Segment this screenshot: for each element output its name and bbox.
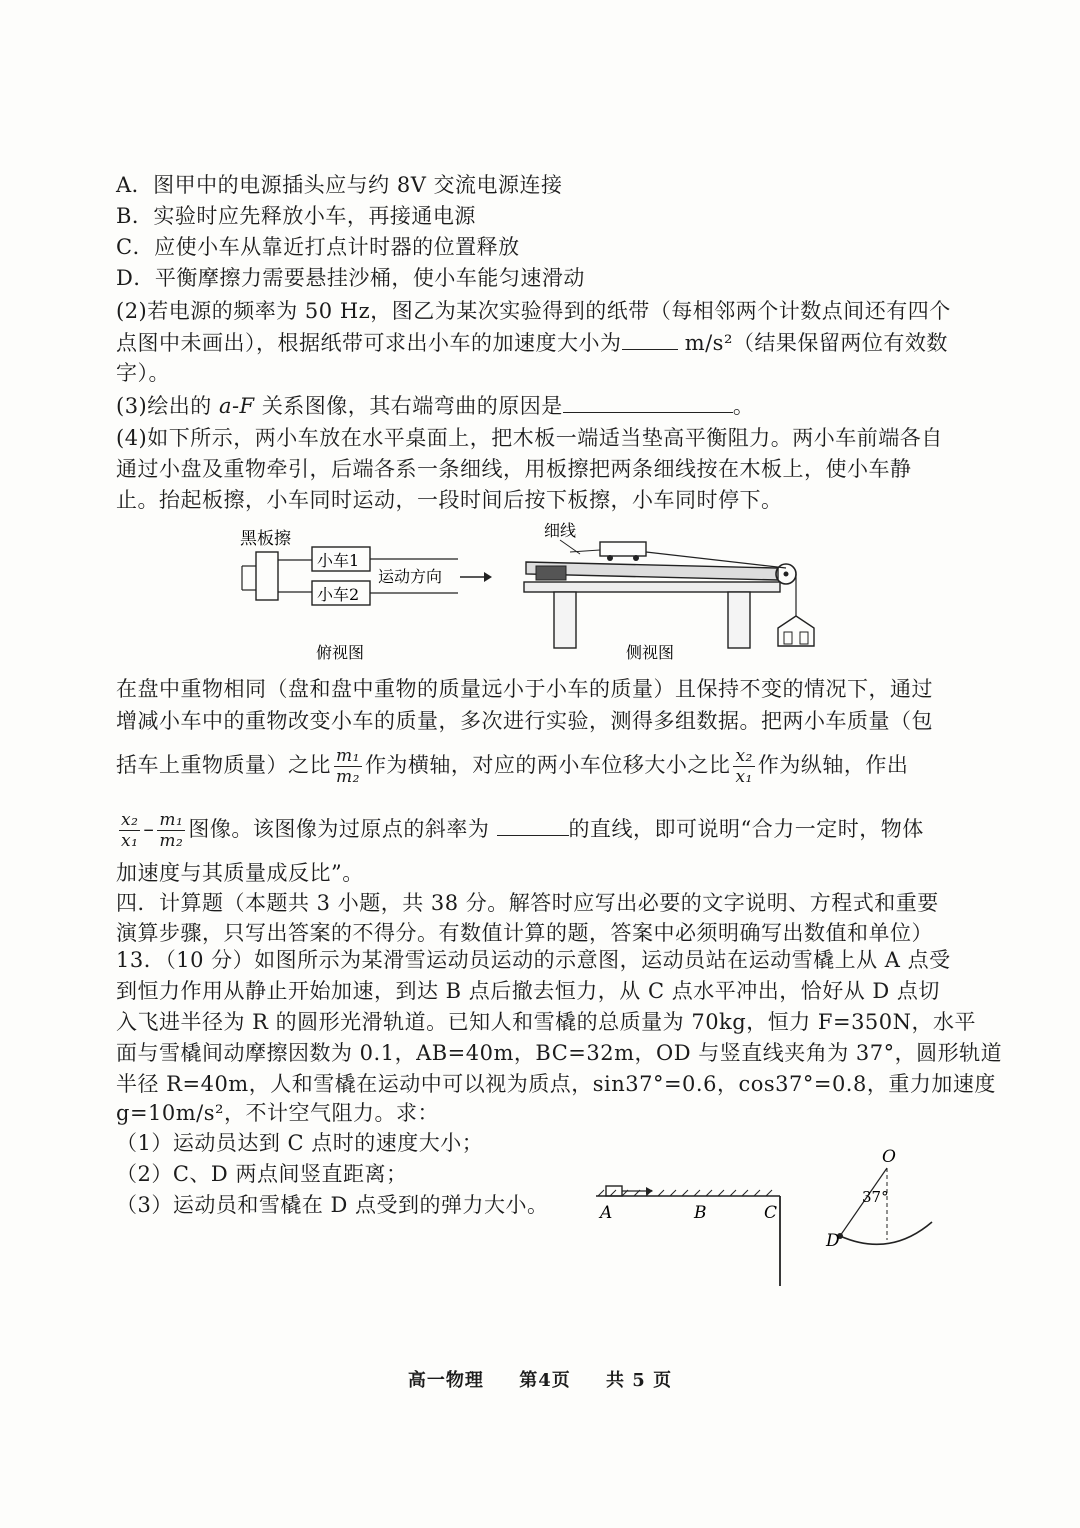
q4c-line4 (116, 804, 924, 854)
q13-sub1: （1）运动员达到 C 点时的速度大小； (116, 1131, 484, 1155)
q4c-line3-b: 作为横轴，对应的两小车位移大小之比 (364, 753, 731, 777)
q4c-line3-c: 作为纵轴，作出 (757, 753, 909, 777)
wedge-block (536, 566, 566, 580)
page-footer (0, 1366, 1080, 1392)
frac-m1-b: m₁ (159, 810, 184, 830)
point-d: D (826, 1231, 840, 1251)
frac-x2-b: x₂ (121, 810, 139, 830)
circular-track (840, 1222, 932, 1244)
fraction-x2-x1-b (119, 810, 140, 851)
point-a: A (600, 1203, 613, 1223)
q2-line2 (116, 329, 948, 356)
q2-line2-a: 点图中未画出），根据纸带可求出小车的加速度大小为 (116, 331, 622, 355)
footer-subject: 高一物理 (407, 1370, 484, 1391)
q4c-line2: 增减小车中的重物改变小车的质量，多次进行实验，测得多组数据。把两小车质量（包 (116, 709, 933, 733)
sled (606, 1186, 622, 1196)
q4-line2: 通过小盘及重物牵引，后端各系一条细线，用板擦把两条细线按在木板上，使小车静 (116, 457, 912, 481)
side-car (600, 542, 646, 556)
frac-x1-b: x₁ (121, 831, 139, 851)
table-leg-left (554, 592, 576, 648)
point-b: B (694, 1203, 707, 1223)
frac-m1: m₁ (336, 746, 360, 766)
side-view-figure (520, 516, 830, 668)
q4c-line3-a: 括车上重物质量）之比 (116, 753, 331, 777)
frac-x1: x₁ (735, 767, 753, 787)
point-o: O (882, 1147, 896, 1167)
q3-answer-blank[interactable] (563, 392, 733, 413)
table-leg-right (728, 592, 750, 648)
q4c-line3 (116, 740, 908, 790)
option-c: C．应使小车从靠近打点计时器的位置释放 (116, 235, 520, 259)
q4c-line5: 加速度与其质量成反比”。 (116, 861, 364, 885)
fraction-m1-m2-b (157, 810, 185, 851)
eraser-label: 黑板擦 (240, 529, 291, 549)
direction-label: 运动方向 (378, 567, 443, 586)
q4c-line1: 在盘中重物相同（盘和盘中重物的质量远小于小车的质量）且保持不变的情况下，通过 (116, 677, 933, 701)
footer-total: 共 5 页 (606, 1370, 673, 1391)
frac-dash: – (143, 817, 155, 841)
q13-line5: 半径 R=40m，人和雪橇在运动中可以视为质点，sin37°=0.6，cos37°=0.8，重力加速度 (116, 1072, 996, 1096)
q4-line3: 止。抬起板擦，小车同时运动，一段时间后按下板擦，小车同时停下。 (116, 488, 783, 512)
car2-label: 小车2 (317, 585, 360, 604)
table-top (524, 582, 780, 592)
top-view-figure (232, 522, 502, 668)
option-b: B．实验时应先释放小车，再接通电源 (116, 204, 476, 228)
q13-sub2: （2）C、D 两点间竖直距离； (116, 1162, 408, 1186)
option-d: D．平衡摩擦力需要悬挂沙桶，使小车能匀速滑动 (116, 266, 585, 290)
q13-line3: 入飞进半径为 R 的圆形光滑轨道。已知人和雪橇的总质量为 70kg，恒力 F=350N，水平 (116, 1010, 977, 1034)
q4c-line4-a: 图像。该图像为过原点的斜率为 (188, 817, 490, 841)
q2-line2-b: m/s²（结果保留两位有效数 (684, 331, 948, 355)
q2-line1: (2)若电源的频率为 50 Hz，图乙为某次实验得到的纸带（每相邻两个计数点间还有四个 (116, 299, 951, 323)
option-a: A．图甲中的电源插头应与约 8V 交流电源连接 (116, 173, 563, 197)
frac-x2: x₂ (735, 746, 753, 766)
q3-middle: 关系图像，其右端弯曲的原因是 (261, 394, 563, 418)
q3-var: a-F (218, 394, 255, 418)
section4-line1: 四．计算题（本题共 3 小题，共 38 分。解答时应写出必要的文字说明、方程式和重要 (116, 891, 939, 915)
q4-line1: (4)如下所示，两小车放在水平桌面上，把木板一端适当垫高平衡阻力。两小车前端各自 (116, 426, 943, 450)
frac-m2: m₂ (336, 767, 360, 787)
q4-answer-blank[interactable] (497, 815, 569, 836)
ski-figure (590, 1140, 940, 1290)
point-c: C (764, 1203, 778, 1223)
q2-answer-blank[interactable] (622, 329, 678, 350)
angle-label: 37° (862, 1188, 889, 1206)
q3-end: 。 (732, 394, 755, 418)
footer-page: 第4页 (519, 1370, 571, 1391)
q4c-line4-b: 的直线，即可说明“合力一定时，物体 (568, 817, 924, 841)
q3-line (116, 392, 754, 419)
fraction-m1-m2 (334, 746, 362, 787)
top-view-caption: 俯视图 (316, 643, 365, 662)
q13-line1: 13．（10 分）如图所示为某滑雪运动员运动的示意图，运动员站在运动雪橇上从 A 点受 (116, 948, 951, 972)
q13-line2: 到恒力作用从静止开始加速，到达 B 点后撤去恒力，从 C 点水平冲出，恰好从 D 点切 (116, 979, 940, 1003)
side-view-caption: 侧视图 (626, 643, 675, 662)
section4-line2: 演算步骤，只写出答案的不得分。有数值计算的题，答案中必须明确写出数值和单位） (116, 921, 933, 945)
hanging-weight (778, 616, 814, 646)
string-label: 细线 (544, 521, 577, 540)
q13-line6: g=10m/s²，不计空气阻力。求： (116, 1101, 439, 1125)
q3-prefix: (3)绘出的 (116, 394, 212, 418)
fraction-x2-x1 (733, 746, 754, 787)
q13-sub3: （3）运动员和雪橇在 D 点受到的弹力大小。 (116, 1193, 549, 1217)
frac-m2-b: m₂ (159, 831, 184, 851)
q13-line4: 面与雪橇间动摩擦因数为 0.1，AB=40m，BC=32m，OD 与竖直线夹角为 37°，圆形轨道 (116, 1041, 1003, 1065)
car1-label: 小车1 (317, 551, 360, 570)
q2-line3: 字）。 (116, 361, 170, 385)
eraser-shape (256, 552, 278, 600)
